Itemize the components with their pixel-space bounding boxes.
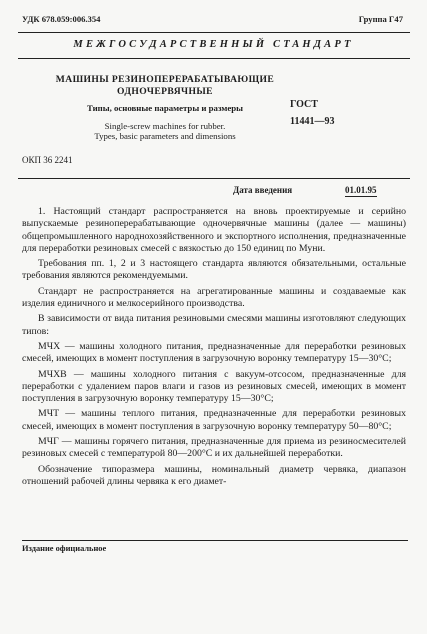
document-title-line2: ОДНОЧЕРВЯЧНЫЕ [117,86,213,97]
top-rule [18,32,410,33]
gost-designation [290,96,334,130]
footer-rule [22,540,408,541]
paragraph: Обозначение типоразмера машины, номинальный диаметр червяка, диапазон отношений рабочей длины червяка к его диамет- [22,463,406,487]
gost-label: ГОСТ [290,99,318,110]
group-code: Группа Г47 [358,14,403,24]
intro-date-label: Дата введения [233,185,293,195]
english-title-line1: Single-screw machines for rubber. [104,121,226,131]
paragraph: МЧТ — машины теплого питания, предназначенные для переработки резиновых смесей, имеющих в момент поступления в загрузочную воронку температуру 50—80°С; [22,408,406,432]
document-subtitle: Типы, основные параметры и размеры [86,103,244,113]
body-text [22,206,406,491]
document-title-block [40,74,290,141]
edition-label: Издание официальное [22,544,107,553]
paragraph: МЧГ — машины горячего питания, предназначенные для приема из резиносмесителей резиновых смесей с температурой 80—200°С и их дальнейшей переработки. [22,436,406,460]
gost-number: 11441—93 [290,116,335,127]
udk-code: УДК 678.059:006.354 [22,14,101,24]
paragraph: Требования пп. 1, 2 и 3 настоящего стандарта являются обязательными, остальные требования являются рекомендуемыми. [22,258,406,282]
document-title-line1: МАШИНЫ РЕЗИНОПЕРЕРАБАТЫВАЮЩИЕ [55,74,275,85]
okp-code: ОКП 36 2241 [22,155,73,165]
paragraph: МЧХ — машины холодного питания, предназначенные для переработки резиновых смесей, имеющих в момент поступления в загрузочную воронку температуру 15—30°С; [22,340,406,365]
english-title-line2: Types, basic parameters and dimensions [94,131,236,141]
paragraph: В зависимости от вида питания резиновыми смесями машины изготовляют следующих типов: [22,313,406,337]
paragraph: Стандарт не распространяется на агрегатированные машины и создаваемые как изделия единичного и мелкосерийного производства. [22,285,406,310]
section-rule [18,178,410,179]
paragraph: МЧХВ — машины холодного питания с вакуум-отсосом, предназначенные для переработки с удалением паров влаги и газов из резиновых смесей, имеющих в момент поступления в загрузочную воронку температуру 15—30°С; [22,368,406,405]
title-rule [18,58,410,59]
standard-title: МЕЖГОСУДАРСТВЕННЫЙ СТАНДАРТ [73,39,354,50]
intro-date-value: 01.01.95 [345,185,377,195]
paragraph: 1. Настоящий стандарт распространяется на вновь проектируемые и серийно выпускаемые резиноперерабатывающие одночервячные машины (далее — машины) общепромышленного народнохозяйственного и экспортного исполнения, предназначенные для переработки резиновых смесей с вязкостью до 150 единиц по Муни. [22,206,406,254]
